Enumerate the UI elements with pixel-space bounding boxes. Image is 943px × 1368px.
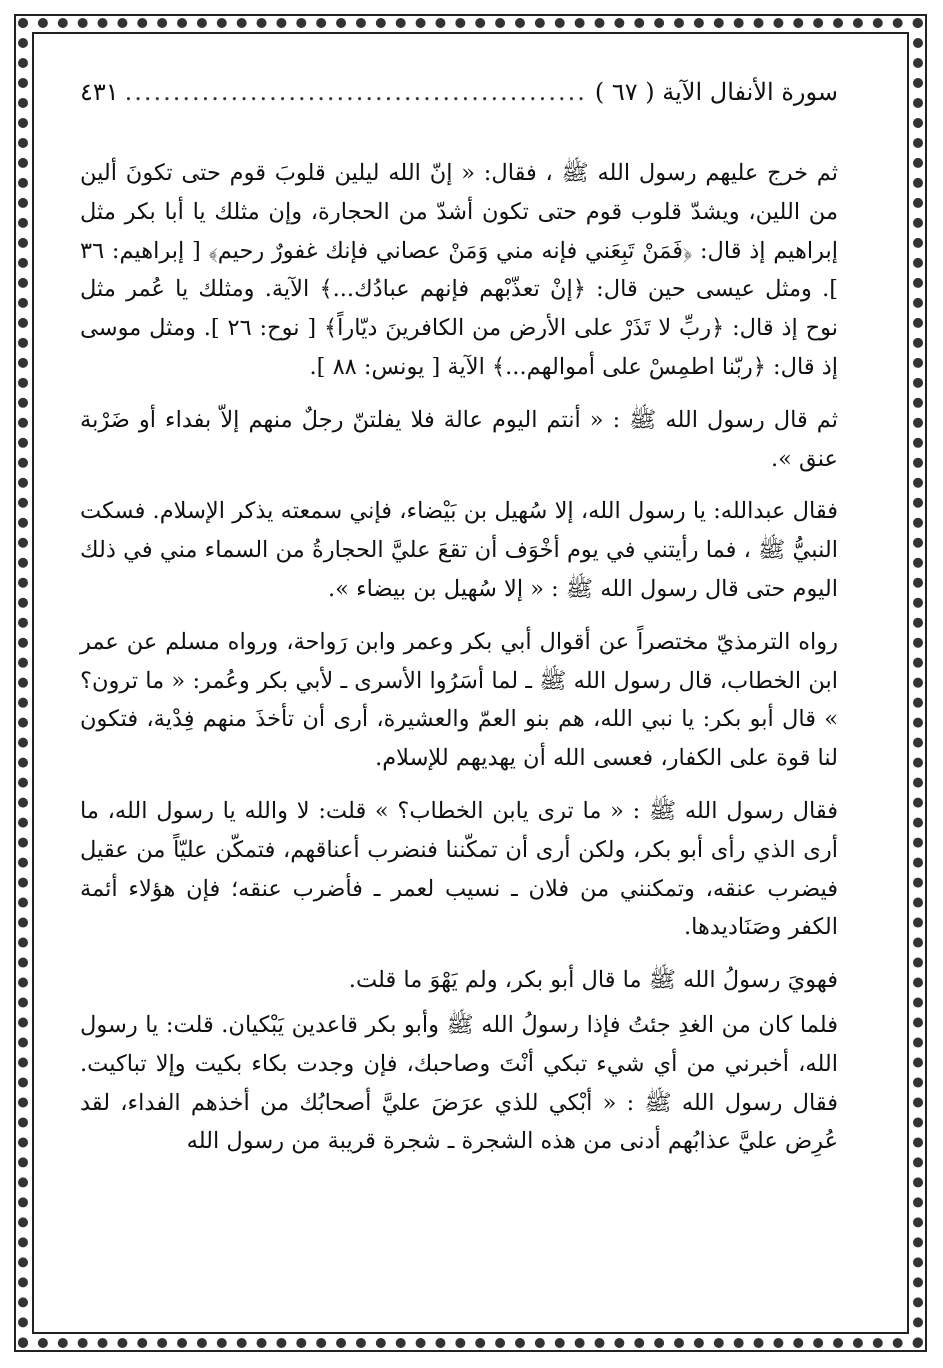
paragraph: ثم خرج عليهم رسول الله ﷺ ، فقال: « إنّ الله ليلين قلوبَ قوم حتى تكونَ ألين من اللين، ويشدّ قلوب قوم حتى تكون أشدّ من الحجارة، وإن مثلك يا أبا بكر مثل إبراهيم إذ قال: ﴿فَمَنْ تَبِعَني فإنه مني وَمَنْ عصاني فإنك غفورٌ رحيم﴾ [ إبراهيم: ٣٦ ]. ومثل عيسى حين قال: ﴿إنْ تعذّبْهم فإنهم عبادُك...﴾ الآية. ومثلك يا عُمر مثل نوح إذ قال: ﴿ربِّ لا تَذَرْ على الأرض من الكافرينَ ديّاراً﴾ [ نوح: ٢٦ ]. ومثل موسى إذ قال: ﴿ربّنا اطمِسْ على أموالهم...﴾ الآية [ يونس: ٨٨ ]. bbox=[80, 160, 838, 380]
leader-dots bbox=[127, 72, 587, 112]
body-text bbox=[80, 154, 838, 1161]
book-page bbox=[80, 72, 838, 1302]
paragraph: ثم قال رسول الله ﷺ : « أنتم اليوم عالة فلا يفلتنّ رجلٌ منهم إلاّ بفداء أو ضَرْبة عنق ». bbox=[80, 406, 838, 472]
surah-title: سورة الأنفال الآية ( ٦٧ ) bbox=[594, 78, 838, 106]
paragraph: رواه الترمذيّ مختصراً عن أقوال أبي بكر وعمر وابن رَواحة، ورواه مسلم عن عمر ابن الخطاب، قال رسول الله ﷺ ـ لما أسَرُوا الأسرى ـ لأبي بكر وعُمر: « ما ترون؟ » قال أبو بكر: يا نبي الله، هم بنو العمّ والعشيرة، أرى أن تأخذَ منهم فِدْية، فتكون لنا قوة على الكفار، فعسى الله أن يهديهم للإسلام. bbox=[80, 628, 838, 772]
paragraph: فلما كان من الغدِ جئتُ فإذا رسولُ الله ﷺ وأبو بكر قاعدين يَبْكيان. قلت: يا رسول الله، أخبرني من أي شيء تبكي أنْتَ وصاحبك، فإن وجدت بكاء بكيت وإلا تباكيت. فقال رسول الله ﷺ : « أبْكي للذي عرَضَ عليَّ أصحابُك من أخذهم الفداء، لقد عُرِض عليَّ عذابُهم أدنى من هذه الشجرة ـ شجرة قريبة من رسول الله bbox=[80, 1011, 838, 1155]
paragraph: فقال عبدالله: يا رسول الله، إلا سُهيل بن بَيْضاء، فإني سمعته يذكر الإسلام. فسكت النبيُّ ﷺ ، فما رأيتني في يوم أخْوَف أن تقعَ عليَّ الحجارةُ من السماء مني في ذلك اليوم حتى قال رسول الله ﷺ : « إلا سُهيل بن بيضاء ». bbox=[80, 498, 838, 602]
running-header bbox=[80, 72, 838, 116]
paragraph: فقال رسول الله ﷺ : « ما ترى يابن الخطاب؟ » قلت: لا والله يا رسول الله، ما أرى الذي رأى أبو بكر، ولكن أرى أن تمكّننا فنضرب أعناقهم، فتمكّن عليّاً من عقيل فيضرب عنقه، وتمكنني من فلان ـ نسيب لعمر ـ فأضرب عنقه؛ فإن هؤلاء أئمة الكفر وصَنَاديدها. bbox=[80, 797, 838, 941]
paragraph: فهويَ رسولُ الله ﷺ ما قال أبو بكر، ولم يَهْوَ ما قلت. bbox=[348, 967, 838, 994]
page-number: ٤٣١ bbox=[80, 78, 119, 106]
